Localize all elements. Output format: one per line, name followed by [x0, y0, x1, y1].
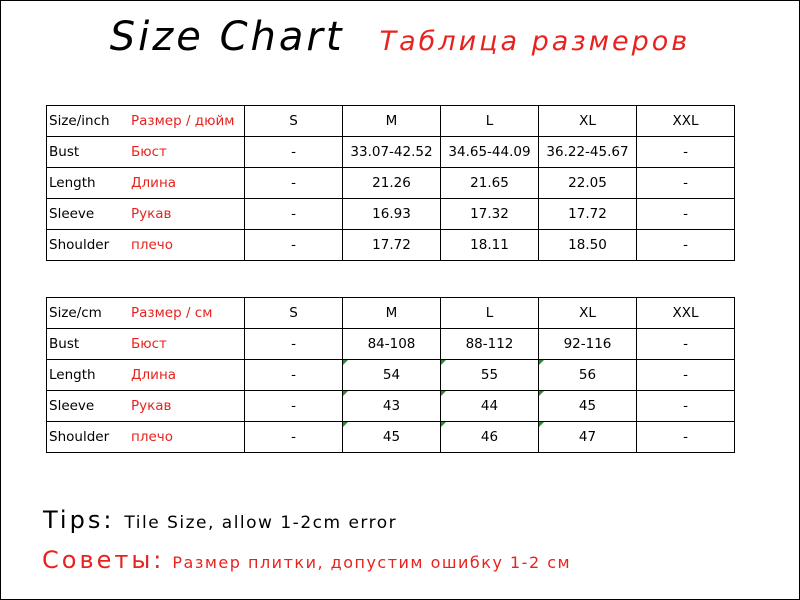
header-label-ru: Размер / см: [131, 305, 213, 321]
cell-value: 44: [480, 398, 499, 414]
table-cell: 22.05: [539, 168, 637, 199]
table-cell: [539, 422, 637, 453]
table-cell: -: [245, 360, 343, 391]
row-label-ru: Рукав: [131, 206, 172, 222]
table-cell: 16.93: [343, 199, 441, 230]
size-header-xl: XL: [539, 298, 637, 329]
table-cell: 17.72: [539, 199, 637, 230]
table-cell: -: [637, 329, 735, 360]
table-header-row: [47, 106, 735, 137]
size-header-xxl: XXL: [637, 106, 735, 137]
size-header-l: L: [441, 298, 539, 329]
cell-value: 47: [578, 429, 597, 445]
tips-label-ru: Советы:: [42, 546, 165, 574]
table-cell: [441, 391, 539, 422]
table-cell: -: [245, 137, 343, 168]
table-cell: 21.26: [343, 168, 441, 199]
table-cell: 92-116: [539, 329, 637, 360]
table-row-shoulder: [47, 230, 735, 261]
table-cell: [441, 422, 539, 453]
table-cell: 17.72: [343, 230, 441, 261]
cell-value: 46: [480, 429, 499, 445]
row-label-ru: плечо: [131, 237, 173, 253]
row-label-en: Bust: [49, 144, 80, 160]
table-row-length: [47, 360, 735, 391]
table-cell: 18.50: [539, 230, 637, 261]
size-header-l: L: [441, 106, 539, 137]
row-label-ru: Рукав: [131, 398, 172, 414]
cell-value: 56: [578, 367, 597, 383]
table-cell: -: [245, 422, 343, 453]
tips-text-en: Tile Size, allow 1-2cm error: [124, 513, 398, 533]
cell-marker-icon: [441, 391, 446, 396]
header-label-en: Size/inch: [49, 113, 110, 129]
table-cell: [441, 360, 539, 391]
table-cell: -: [245, 329, 343, 360]
row-label-ru: Длина: [131, 367, 177, 383]
tips-label-en: Tips:: [43, 506, 115, 534]
row-label-en: Sleeve: [49, 398, 95, 414]
row-label-cell: [47, 329, 245, 360]
table-cell: [343, 391, 441, 422]
row-label-ru: Бюст: [131, 336, 167, 352]
cell-marker-icon: [343, 422, 348, 427]
table-row-shoulder: [47, 422, 735, 453]
table-row-bust: [47, 137, 735, 168]
table-header-row: [47, 298, 735, 329]
table-cell: -: [245, 199, 343, 230]
row-label-en: Length: [49, 367, 96, 383]
table-cell: [343, 360, 441, 391]
table-cell: 17.32: [441, 199, 539, 230]
table-cell: [343, 422, 441, 453]
size-header-s: S: [245, 298, 343, 329]
size-header-s: S: [245, 106, 343, 137]
table-cell: -: [637, 168, 735, 199]
header-label-cell: [47, 298, 245, 329]
table-cell: 88-112: [441, 329, 539, 360]
cell-marker-icon: [441, 422, 446, 427]
table-row-bust: [47, 329, 735, 360]
row-label-cell: [47, 422, 245, 453]
cell-marker-icon: [441, 360, 446, 365]
table-row-sleeve: [47, 391, 735, 422]
table-cell: -: [637, 199, 735, 230]
row-label-ru: плечо: [131, 429, 173, 445]
title-russian: Таблица размеров: [379, 26, 691, 57]
table-row-sleeve: [47, 199, 735, 230]
table-cell: 84-108: [343, 329, 441, 360]
size-table-cm: [46, 297, 735, 453]
cell-marker-icon: [343, 360, 348, 365]
row-label-en: Bust: [49, 336, 80, 352]
cell-value: 45: [578, 398, 597, 414]
size-header-m: M: [343, 298, 441, 329]
cell-value: 55: [480, 367, 499, 383]
table-cell: 18.11: [441, 230, 539, 261]
table-cell: 21.65: [441, 168, 539, 199]
table-cell: 36.22-45.67: [539, 137, 637, 168]
table-cell: [539, 391, 637, 422]
header-label-ru: Размер / дюйм: [131, 113, 235, 129]
table-cell: -: [245, 230, 343, 261]
header-label-cell: [47, 106, 245, 137]
table-cell: -: [637, 360, 735, 391]
table-cell: -: [637, 391, 735, 422]
row-label-ru: Бюст: [131, 144, 167, 160]
cell-marker-icon: [343, 391, 348, 396]
row-label-en: Shoulder: [49, 429, 110, 445]
row-label-cell: [47, 230, 245, 261]
size-header-xxl: XXL: [637, 298, 735, 329]
row-label-en: Sleeve: [49, 206, 95, 222]
cell-value: 45: [382, 429, 401, 445]
tips-english: [43, 506, 397, 534]
table-cell: -: [637, 230, 735, 261]
row-label-ru: Длина: [131, 175, 177, 191]
row-label-cell: [47, 137, 245, 168]
size-header-xl: XL: [539, 106, 637, 137]
cell-value: 54: [382, 367, 401, 383]
cell-marker-icon: [539, 422, 544, 427]
cell-marker-icon: [539, 360, 544, 365]
row-label-en: Shoulder: [49, 237, 110, 253]
row-label-cell: [47, 360, 245, 391]
table-cell: [539, 360, 637, 391]
table-cell: 34.65-44.09: [441, 137, 539, 168]
cell-marker-icon: [539, 391, 544, 396]
size-table-inch: [46, 105, 735, 261]
page-title: [0, 14, 800, 60]
table-cell: -: [245, 391, 343, 422]
table-cell: -: [637, 422, 735, 453]
header-label-en: Size/cm: [49, 305, 102, 321]
table-cell: -: [637, 137, 735, 168]
size-header-m: M: [343, 106, 441, 137]
cell-value: 43: [382, 398, 401, 414]
tips-russian: [42, 546, 571, 574]
table-row-length: [47, 168, 735, 199]
table-cell: -: [245, 168, 343, 199]
title-english: Size Chart: [109, 14, 345, 60]
tips-text-ru: Размер плитки, допустим ошибку 1-2 см: [172, 553, 572, 572]
row-label-en: Length: [49, 175, 96, 191]
row-label-cell: [47, 168, 245, 199]
row-label-cell: [47, 199, 245, 230]
row-label-cell: [47, 391, 245, 422]
table-cell: 33.07-42.52: [343, 137, 441, 168]
